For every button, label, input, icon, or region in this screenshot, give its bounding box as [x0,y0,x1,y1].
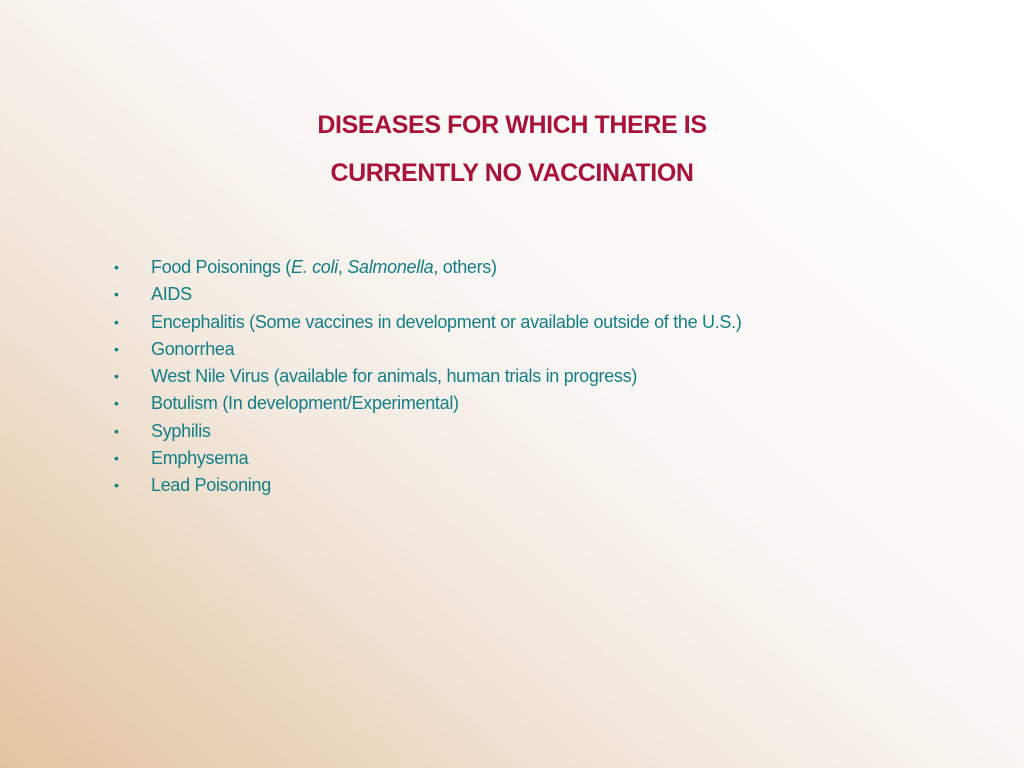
bullet-icon: • [114,395,119,412]
list-item-botulism [108,390,742,417]
title-line-1: DISEASES FOR WHICH THERE IS [317,110,707,139]
title-line-2: CURRENTLY NO VACCINATION [330,158,694,187]
list-item-encephalitis [108,309,742,336]
salmonella-text: Salmonella [347,257,434,277]
food-poisoning-prefix: Food Poisonings ( [151,257,291,277]
list-item-food-poisonings [108,254,742,281]
list-item-gonorrhea [108,336,742,363]
bullet-icon: • [114,259,119,275]
bullet-icon: • [114,286,119,303]
food-poisoning-comma: , [337,257,348,277]
bullet-icon: • [114,477,119,494]
list-item-west-nile-virus [108,363,742,390]
list-item-syphilis [108,418,742,445]
list-item-aids [108,281,742,308]
list-item-label: Botulism (In development/Experimental) [151,393,459,414]
bullet-icon: • [114,340,119,357]
list-item-label: West Nile Virus (available for animals, human trials in progress) [151,366,638,387]
disease-list [108,254,742,500]
bullet-icon: • [114,313,119,330]
list-item-label: Emphysema [151,448,249,469]
list-item-label: Gonorrhea [151,338,235,359]
list-item-label: Encephalitis (Some vaccines in development or available outside of the U.S.) [151,311,742,332]
list-item-emphysema [108,445,742,472]
slide-title [0,101,1024,197]
list-item-lead-poisoning [108,472,742,499]
bullet-icon: • [114,422,119,439]
bullet-icon: • [114,450,119,467]
ecoli-text: E. coli [290,257,338,277]
food-poisoning-suffix: , others) [433,257,497,277]
bullet-icon: • [114,368,119,385]
list-item-label: Syphilis [151,420,211,441]
list-item-label: AIDS [151,284,192,305]
list-item-label: Lead Poisoning [151,475,271,496]
